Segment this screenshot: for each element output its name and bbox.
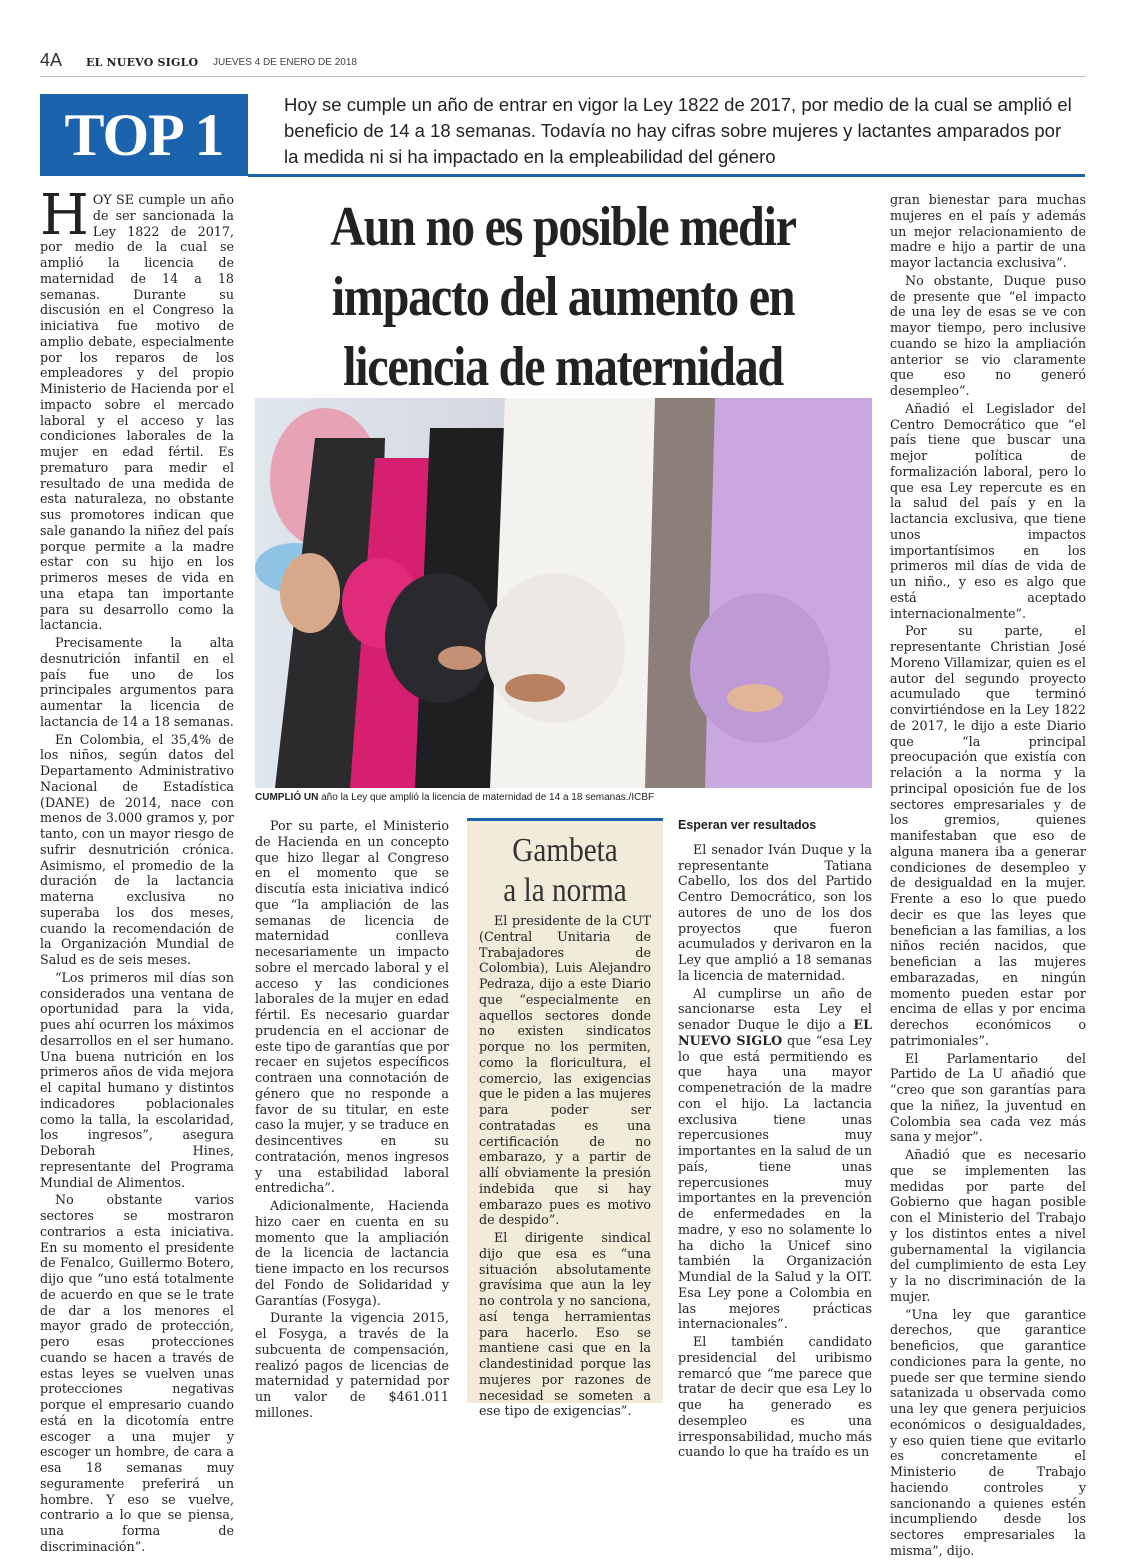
paragraph: Añadió el Legislador del Centro Democrático que “el país tiene que buscar una mejor política de formalización laboral, pero lo que esa Ley repercute es en la salud del país y en la lactancia exclusiva, que tiene unos impactos importantísimos en los primeros mil días de vida de un niño., y eso es algo que está aceptado internacionalmente”. [890,400,1086,621]
sidebar-title-line: a la norma [503,872,627,909]
sidebar-body [479,913,651,1421]
drop-cap: H [40,183,89,248]
lead-paragraph [40,183,234,633]
paragraph: “Los primeros mil días son considerados una ventana de oportunidad para la vida, pues ahí ocurren los máximos desarrollos en el ser humano. Una buena nutrición en los primeros años de vida mejora el capital humano y distintos indicadores poblacionales como la talla, la escolaridad, los ingresos”, asegura Deborah Hines, representante del Programa Mundial de Alimentos. [40,969,234,1190]
paragraph: Adicionalmente, Hacienda hizo caer en cuenta en su momento que la ampliación de la licencia de lactancia tiene impacto en los recursos del Fondo de Solidaridad y Garantías (Fosyga). [255,1198,449,1308]
section-rule [248,174,1085,177]
headline-line: impacto del aumento en [331,266,795,328]
paragraph: El senador Iván Duque y la representante Tatiana Cabello, los dos del Partido Centro Democrático, son los autores de uno de los dos proyectos que fueron acumulados y derivaron en la Ley que amplió a 18 semanas la licencia de maternidad. [678,841,872,983]
sidebar-title-line: Gambeta [512,832,618,869]
paragraph: En Colombia, el 35,4% de los niños, según datos del Departamento Administrativo Nacional de Estadística (DANE) de 2014, nace con menos de 3.000 gramos y, por tanto, con un mayor riesgo de sufrir desnutrición crónica. Asimismo, el promedio de la duración de la lactancia materna exclusiva no superaba los dos meses, cuando la recomendación de la Organización Mundial de Salud es de seis meses. [40,731,234,967]
article-headline [292,192,834,402]
publication-mention: EL NUEVO SIGLO [678,1017,872,1048]
paragraph: gran bienestar para muchas mujeres en el país y además un mejor relacionamiento de madre e hijo a partir de una mayor lactancia exclusiva”. [890,192,1086,270]
article-column-2 [255,818,449,1423]
subheading: Esperan ver resultados [678,818,817,832]
paragraph: “Una ley que garantice derechos, que garantice beneficios, que garantice condiciones para la gente, no puede ser que termine siendo satanizada u observada como una ley que genera perjuicios económicos o desigualdades, y eso quien tiene que evitarlo es concretamente el Ministerio de Trabajo haciendo controles y sancionando a quienes estén incumpliendo desde los sectores empresariales la misma”, dijo. [890,1306,1086,1558]
page-header [40,48,1085,77]
page-number: 4A [40,50,63,70]
paragraph: Por su parte, el representante Christian José Moreno Villamizar, quien es el autor del segundo proyecto acumulado que terminó convirtiéndose en la Ley 1822 de 2017, le dijo a este Diario que “la principal preocupación que existía con relación a la norma y la principal oposición fue de los sectores empresariales y de los gremios, quienes manifestaban que eso de alguna manera iba a generar condiciones de desempleo y de desigualdad en la mujer. Frente a eso lo que puedo decir es que las leyes que benefician a las familias, a los niños recién nacidos, que benefician a las mujeres embarazadas, en ningún momento pueden estar por encima de ellas y por encima derechos económicos o patrimoniales”. [890,623,1086,1048]
paragraph-text: Al cumplirse un año de sancionarse esta Ley el senador Duque le dijo a [678,985,872,1032]
publication-date: JUEVES 4 DE ENERO DE 2018 [213,57,357,68]
paragraph: No obstante, Duque puso de presente que “el impacto de una ley de esas se ve con mayor tiempo, pero inclusive cuando se hizo la ampliación anterior se vio claramente que eso no generó desempleo”. [890,272,1086,398]
lead-text: OY SE cumple un año de ser sancionada la Ley 1822 de 2017, por medio de la cual se amplió la licencia de maternidad de 14 a 18 semanas. Durante su discusión en el Congreso la iniciativa fue motivo de amplio debate, especialmente por los reparos de los empleadores y del propio Ministerio de Hacienda por el impacto sobre el mercado laboral y el acceso y las condiciones laborales de la mujer en edad fértil. Es prematuro para medir el resultado de una medida de esta naturaleza, no obstante sus promotores indican que sale ganando la niñez del país porque permite a la madre estar con su hijo en los primeros meses de vida en una etapa tan importante para su desarrollo como la lactancia. [40,192,234,633]
paragraph: Precisamente la alta desnutrición infantil en el país fue uno de los principales argumentos para aumentar la licencia de lactancia de 14 a 18 semanas. [40,635,234,729]
sidebar-title [481,831,650,911]
headline-line: licencia de maternidad [343,336,783,398]
section-label: TOP 1 [40,94,248,176]
paragraph: No obstante varios sectores se mostraron contrarios a esta iniciativa. En su momento el presidente de Fenalco, Guillermo Botero, dijo que “uno está totalmente de acuerdo en que se le trate de dar a los menores el mayor grado de protección, pero esas protecciones cuando se hacen a través de estas leyes se vuelven unas protecciones negativas porque el empresario cuando está en la dicotomía entre escoger a una mujer y escoger un hombre, de cara a esa 18 semanas muy seguramente preferirá un hombre. Y eso se vuelve, contrario a lo que se piensa, una forma de discriminación”. [40,1192,234,1554]
paragraph [678,986,872,1333]
article-column-4 [678,818,872,1462]
paragraph: El dirigente sindical dijo que esa es “una situación absolutamente gravísima que aun la ley no controla y no sanciona, así tenga herramientas para hacerlo. Eso se mantiene casi que en la clandestinidad porque las mujeres por razones de necesidad se someten a ese tipo de exigencias”. [479,1230,651,1419]
paragraph: El presidente de la CUT (Central Unitaria de Trabajadores de Colombia), Luis Alejandro Pedraza, dijo a este Diario que “especialmente en aquellos sectores donde no existen sindicatos porque no los permiten, como la floricultura, el comercio, las exigencias que le piden a las mujeres para poder ser contratadas es una certificación de no embarazo, y a partir de allí obviamente la presión indebida que si hay embarazo pues es motivo de despido”. [479,913,651,1228]
paragraph: Durante la vigencia 2015, el Fosyga, a través de la subcuenta de compensación, realizó pagos de licencias de maternidad y paternidad por un valor de $461.011 millones. [255,1310,449,1420]
paragraph-text: que “esa Ley lo que está permitiendo es que haya una mayor compenetración de la madre con el hijo. La lactancia exclusiva tiene unas repercusiones muy importantes en la salud de un país, tiene unas repercusiones muy importantes en la prevención de enfermedades en la madre, y eso no solamente lo ha dicho la Unicef sino también la Organización Mundial de la Salud y la OIT. Esa Ley pone a Colombia en las mejores prácticas internacionales”. [678,1032,873,1332]
pregnant-women-photo-icon [255,398,872,788]
headline-line: Aun no es posible medir [330,196,796,258]
publication-name: EL NUEVO SIGLO [86,56,199,69]
article-photo [255,398,872,788]
paragraph: Añadió que es necesario que se implementen las medidas por parte del Gobierno que hagan posible con el Ministerio del Trabajo y los distintos entes a nivel gubernamental la vigilancia del cumplimiento de esta Ley y la no discriminación de la mujer. [890,1147,1086,1304]
paragraph: Por su parte, el Ministerio de Hacienda en un concepto que hizo llegar al Congreso en el momento que se discutía esta iniciativa indicó que “la ampliación de las semanas de licencia de maternidad conlleva necesariamente un impacto sobre el mercado laboral y el acceso y las condiciones laborales de la mujer en edad fértil. Es necesario guardar prudencia en el accionar de este tipo de garantías que por recaer en sujetos específicos contraen una connotación de género que no responde a favor de su titular, en este caso la mujer, y se traduce en desincentives en su contratación, menos ingresos y una estabilidad laboral entredicha”. [255,818,449,1196]
sidebar-box [467,818,663,1419]
article-deck: Hoy se cumple un año de entrar en vigor la Ley 1822 de 2017, por medio de la cual se amplió el beneficio de 14 a 18 semanas. Todavía no hay cifras sobre mujeres y lactantes amparados por la medida ni si ha impactado en la empleabilidad del género [284,94,1072,167]
paragraph: El Parlamentario del Partido de La U añadió que “creo que son garantías para que la niñez, la juventud en Colombia sea cada vez más sana y mejor”. [890,1050,1086,1145]
article-column-1 [40,183,234,1557]
caption-text: año la Ley que amplió la licencia de maternidad de 14 a 18 semanas./ICBF [318,792,655,803]
photo-caption [255,792,872,803]
article-column-3 [890,192,1086,1561]
caption-lead: CUMPLIÓ UN [255,792,319,803]
paragraph: El también candidato presidencial del uribismo remarcó que “me parece que tratar de decir que esa Ley lo que ha generado es desempleo es una irresponsabilidad, mucho más cuando lo que ha traído es un [678,1334,872,1460]
